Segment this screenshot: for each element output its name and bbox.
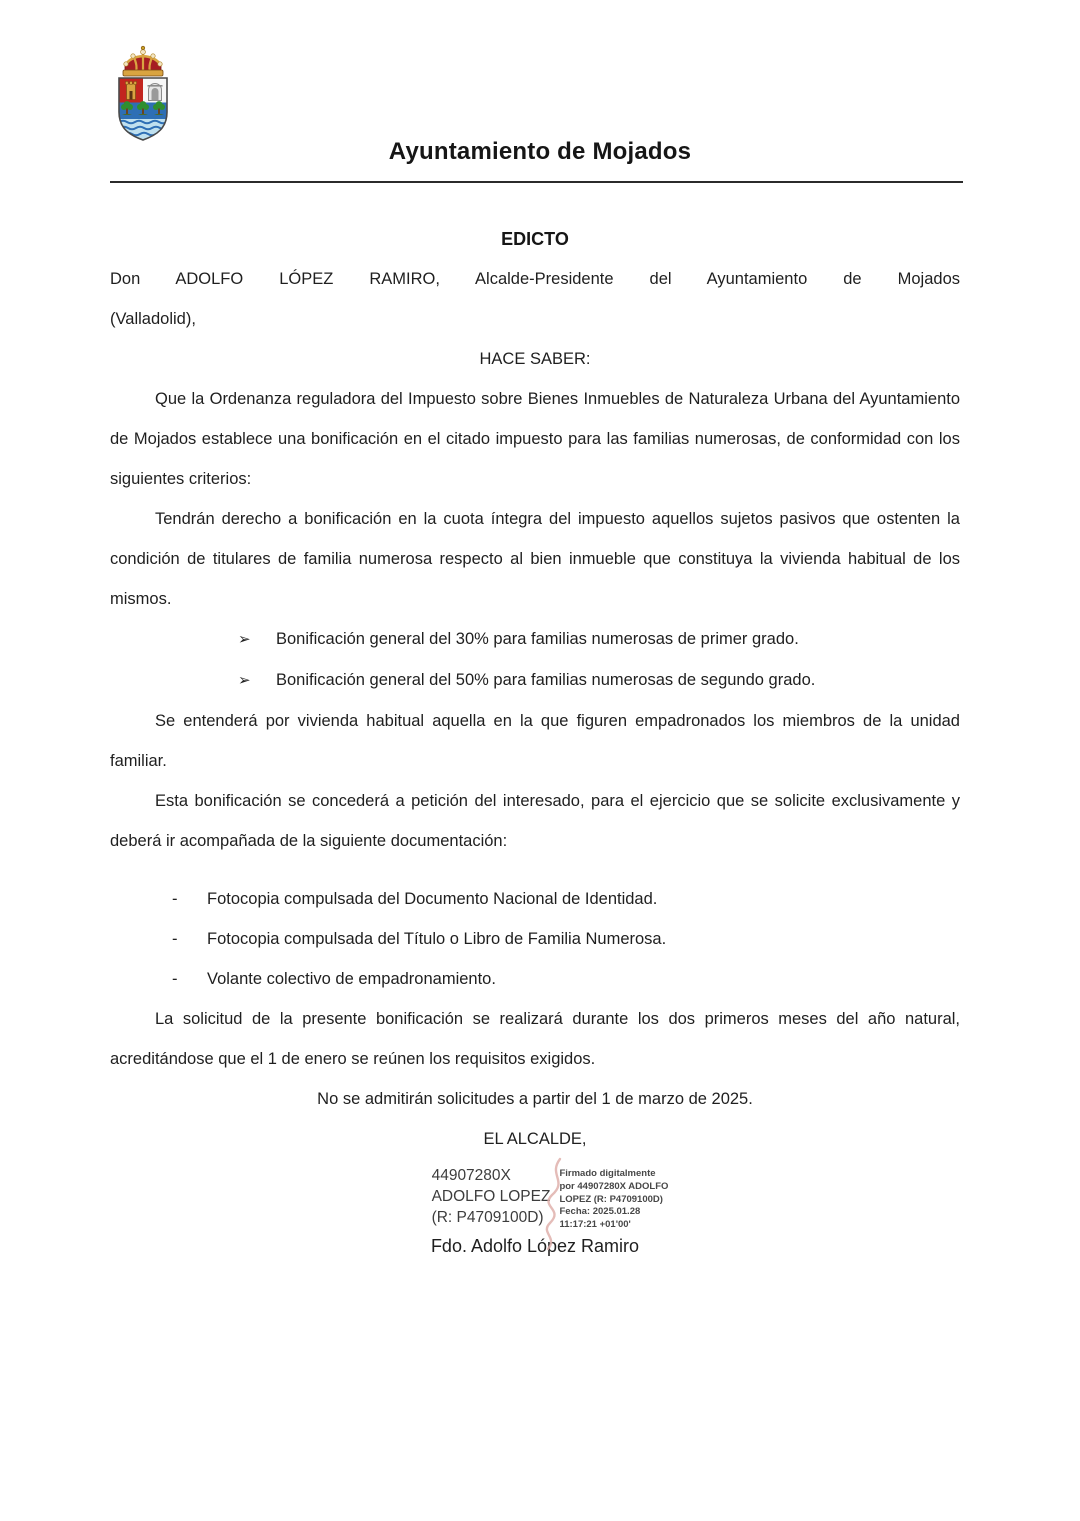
document-text: Volante colectivo de empadronamiento. xyxy=(207,970,496,988)
intro-line-1: Don ADOLFO LÓPEZ RAMIRO, Alcalde-Presidente del Ayuntamiento de Mojados xyxy=(110,270,960,288)
dash-bullet-icon: - xyxy=(172,890,178,908)
edict-heading: EDICTO xyxy=(501,229,569,249)
crest-tower xyxy=(126,82,137,100)
crest-shield-fields xyxy=(119,78,168,142)
mojados-coat-of-arms-icon xyxy=(110,44,176,142)
coat-of-arms-svg xyxy=(110,44,176,142)
document-text: Fotocopia compulsada del Documento Nacional de Identidad. xyxy=(207,890,658,908)
closing-line: EL ALCALDE, xyxy=(483,1130,587,1148)
crest-arch xyxy=(148,84,163,101)
stamp-line: (R: P4709100D) xyxy=(431,1209,544,1226)
documents-dash-list xyxy=(110,879,960,999)
bullet-text: Bonificación general del 30% para familias numerosas de primer grado. xyxy=(276,630,799,648)
intro-paragraph xyxy=(110,259,960,339)
hace-saber-line: HACE SABER: xyxy=(479,350,591,368)
arrow-bullet-icon: ➢ xyxy=(238,631,251,648)
stamp-line: ADOLFO LOPEZ xyxy=(431,1188,551,1205)
bullet-text: Bonificación general del 50% para familias numerosas de segundo grado. xyxy=(276,671,816,689)
document-text: Fotocopia compulsada del Título o Libro de Familia Numerosa. xyxy=(207,930,667,948)
signed-by-line: Fdo. Adolfo López Ramiro xyxy=(430,1235,640,1256)
arrow-bullet-icon: ➢ xyxy=(238,672,251,689)
paragraph-vivienda: Se entenderá por vivienda habitual aquella en la que figuren empadronados los miembros de la unidad familiar. xyxy=(110,712,960,770)
list-item xyxy=(238,660,960,701)
dash-bullet-icon: - xyxy=(172,930,178,948)
list-item xyxy=(238,619,960,660)
page-title: Ayuntamiento de Mojados xyxy=(388,138,692,165)
document-body xyxy=(110,219,960,1260)
paragraph-derecho: Tendrán derecho a bonificación en la cuota íntegra del impuesto aquellos sujetos pasivos que ostenten la condición de titulares de familia numerosa respecto al bien inmueble que constituya la vivienda habitual de los mismos. xyxy=(110,510,960,608)
list-item xyxy=(172,879,960,919)
dash-bullet-icon: - xyxy=(172,970,178,988)
signature-details-text xyxy=(559,1165,668,1232)
list-item xyxy=(172,919,960,959)
paragraph-solicitud: La solicitud de la presente bonificación se realizará durante los dos primeros meses del año natural, acreditándose que el 1 de enero se reúnen los requisitos exigidos. xyxy=(110,1010,960,1068)
details-line: Firmado digitalmente xyxy=(559,1168,656,1179)
list-item xyxy=(172,959,960,999)
document-header xyxy=(0,0,1080,183)
deadline-line: No se admitirán solicitudes a partir del 1 de marzo de 2025. xyxy=(317,1090,753,1108)
digital-signature-block xyxy=(110,1165,960,1232)
paragraph-ordenanza: Que la Ordenanza reguladora del Impuesto sobre Bienes Inmuebles de Naturaleza Urbana del Ayuntamiento de Mojados establece una bonificación en el citado impuesto para las familias numerosas, de conformidad con los siguientes criterios: xyxy=(110,390,960,488)
intro-line-2: (Valladolid), xyxy=(110,310,196,328)
stamp-line: 44907280X xyxy=(431,1167,511,1184)
details-line: LOPEZ (R: P4709100D) xyxy=(559,1193,663,1205)
details-line: Fecha: 2025.01.28 xyxy=(559,1206,641,1218)
crest-crown xyxy=(123,46,163,76)
details-line: por 44907280X ADOLFO xyxy=(559,1180,669,1192)
paragraph-peticion: Esta bonificación se concederá a petición del interesado, para el ejercicio que se solicite exclusivamente y deberá ir acompañada de la siguiente documentación: xyxy=(110,792,960,850)
bonificacion-bullet-list xyxy=(110,619,960,701)
details-line: 11:17:21 +01'00' xyxy=(559,1219,631,1231)
crest-trees xyxy=(121,101,165,115)
header-divider xyxy=(110,181,963,183)
signature-stamp-text xyxy=(432,1165,551,1232)
